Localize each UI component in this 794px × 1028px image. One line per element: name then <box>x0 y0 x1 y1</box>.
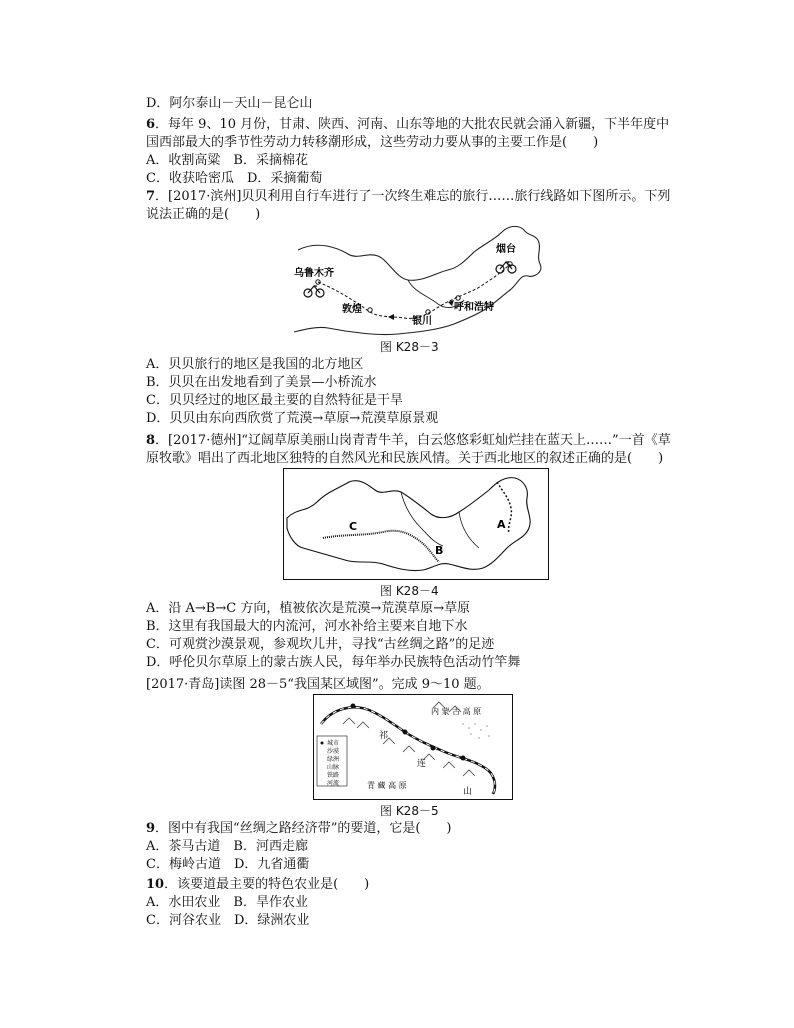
map-label-a: A <box>497 518 506 531</box>
q7-option-a: A．贝贝旅行的地区是我国的北方地区 <box>146 357 364 372</box>
legend-railway: 铁路 <box>327 772 340 779</box>
q9-options-line-2: C．梅岭古道 D．九省通衢 <box>146 857 310 872</box>
northwest-region-map-figure <box>283 468 549 580</box>
map-label-urumqi: 乌鲁木齐 <box>294 268 334 279</box>
q8-option-d: D．呼伦贝尔草原上的蒙古族人民，每年举办民族特色活动竹竿舞 <box>146 655 521 670</box>
q10-stem <box>146 876 369 894</box>
map-label-c: C <box>349 520 358 533</box>
q10-options-line-2: C．河谷农业 D．绿洲农业 <box>146 913 310 928</box>
q6-stem-line-2: 国西部最大的季节性劳动力转移潮形成，这些劳动力要从事的主要工作是( ) <box>146 135 599 150</box>
figure-caption-k28-5: 图 K28－5 <box>380 804 439 818</box>
q7-option-b: B．贝贝在出发地看到了美景—小桥流水 <box>146 375 377 390</box>
map-label-inner-mongolia-plateau: 内 蒙 古 高 原 <box>431 707 482 716</box>
legend-mountain: 山脉 <box>327 764 340 771</box>
legend-city: 城市 <box>327 740 340 747</box>
figure-caption-k28-4: 图 K28－4 <box>380 584 439 598</box>
city-dot-1 <box>351 704 356 709</box>
map-label-qi: 祁 <box>379 731 389 741</box>
q8-stem-text-1: ．[2017·德州]“辽阔草原美丽山岗青青牛羊，白云悠悠彩虹灿烂挂在蓝天上……”一首《草 <box>155 433 671 448</box>
legend-city-symbol <box>321 742 324 745</box>
figure-caption-k28-3: 图 K28－3 <box>380 340 439 354</box>
q9-options-line-1: A．茶马古道 B．河西走廊 <box>146 839 308 854</box>
map-label-tibetan-plateau: 青 藏 高 原 <box>367 781 407 790</box>
route-arrow-1 <box>388 314 394 320</box>
q8-option-a: A．沿 A→B→C 方向，植被依次是荒漠→荒漠草原→草原 <box>146 601 471 616</box>
q7-option-c: C．贝贝经过的地区最主要的自然特征是干旱 <box>146 393 403 408</box>
q7-stem-text-1: ．[2017·滨州]贝贝利用自行车进行了一次终生难忘的旅行……旅行线路如下图所示。下列 <box>155 189 671 204</box>
q9-stem-text: ．图中有我国“丝绸之路经济带”的要道，它是( ) <box>155 821 452 836</box>
q6-stem-line-1 <box>146 116 669 134</box>
city-dot-2 <box>403 730 408 735</box>
q9-number: 9 <box>146 821 156 836</box>
q8-number: 8 <box>146 433 156 448</box>
q7-stem-line-2: 说法正确的是( ) <box>146 207 261 222</box>
q10-options-line-1: A．水田农业 B．旱作农业 <box>146 895 308 910</box>
legend-oasis: 绿洲 <box>327 756 340 763</box>
q6-options-line-2: C．收获哈密瓜 D．采摘葡萄 <box>146 171 323 186</box>
q9-stem <box>146 820 451 838</box>
q8-stem-line-1 <box>146 432 671 450</box>
q8-stem-line-2: 原牧歌》唱出了西北地区独特的自然风光和民族风情。关于西北地区的叙述正确的是( ) <box>146 451 664 466</box>
q10-stem-text: ．该要道最主要的特色农业是( ) <box>164 877 370 892</box>
map-label-hohhot: 呼和浩特 <box>454 302 494 313</box>
q6-stem-text-1: ．每年 9、10 月份，甘肃、陕西、河南、山东等地的大批农民就会涌入新疆，下半年度中 <box>155 117 670 132</box>
map-frame <box>284 469 549 580</box>
map-label-yinchuan: 银川 <box>412 316 432 327</box>
map-label-lian: 连 <box>417 759 427 769</box>
q7-option-d: D．贝贝由东向西欣赏了荒漠→草原→荒漠草原景观 <box>146 411 439 426</box>
map-label-dunhuang: 敦煌 <box>342 304 362 315</box>
q5-option-d: D．阿尔泰山－天山－昆仑山 <box>146 96 313 111</box>
q6-options-line-1: A．收割高粱 B．采摘棉花 <box>146 153 308 168</box>
q6-number: 6 <box>146 117 156 132</box>
q10-number: 10 <box>146 877 165 892</box>
city-dot-3 <box>431 746 436 751</box>
q7-number: 7 <box>146 189 156 204</box>
bicycle-icon-start <box>304 286 324 297</box>
map-label-b: B <box>435 544 444 557</box>
city-dot-dunhuang <box>368 308 372 312</box>
legend-desert: 沙漠 <box>327 748 340 755</box>
legend-river: 河流 <box>327 780 340 787</box>
city-dot-4 <box>461 756 466 761</box>
q8-option-c: C．可观赏沙漠景观，参观坎儿井，寻找“古丝绸之路”的足迹 <box>146 637 495 652</box>
questions-9-10-intro: [2017·青岛]读图 28－5“我国某区域图”。完成 9～10 题。 <box>146 677 490 692</box>
q7-stem-line-1 <box>146 188 670 206</box>
route-map-figure <box>288 220 558 338</box>
map-label-yantai: 烟台 <box>496 244 516 255</box>
map-label-shan: 山 <box>463 787 473 797</box>
q8-option-b: B．这里有我国最大的内流河，河水补给主要来自地下水 <box>146 619 468 634</box>
hexi-corridor-map-figure <box>313 694 513 800</box>
